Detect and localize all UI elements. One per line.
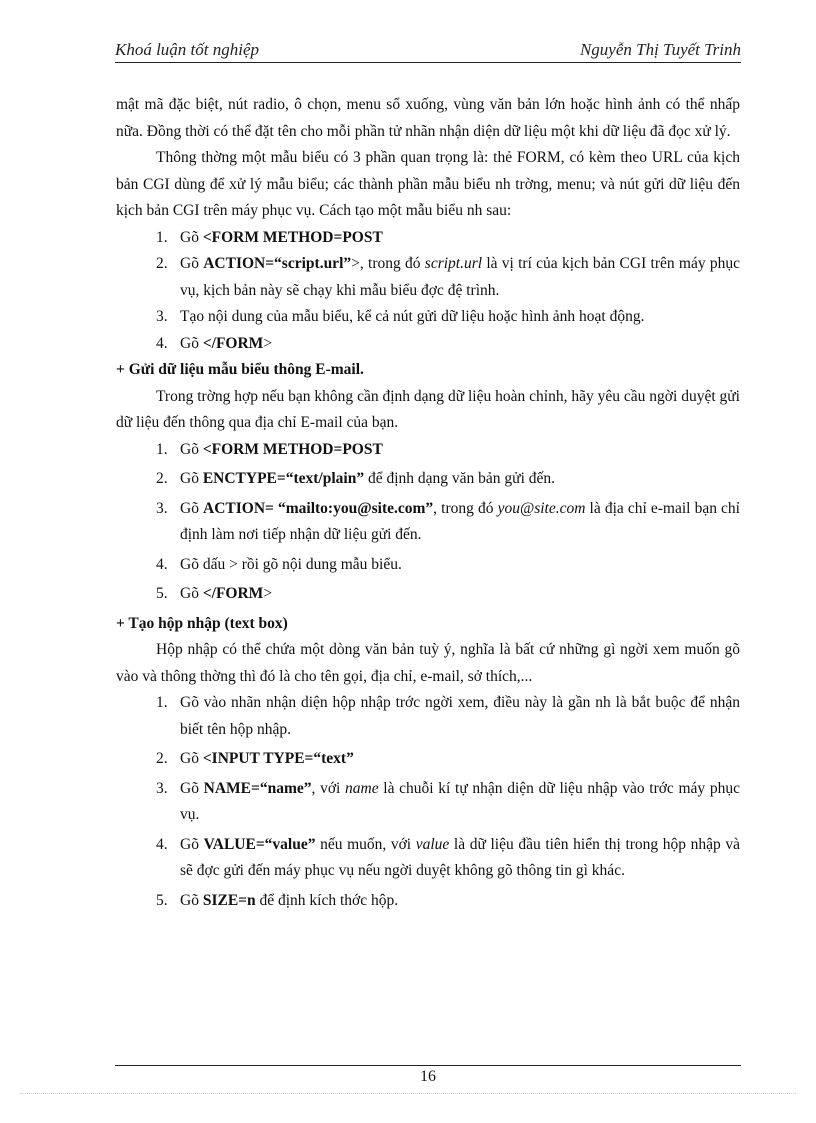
page-edge-dots [20, 1093, 796, 1094]
item-text: Gõ [180, 750, 203, 767]
list-item [116, 304, 740, 331]
list-number: 3. [156, 499, 168, 517]
item-text: , trong đó [433, 499, 498, 517]
item-code: ACTION= “mailto:you@site.com” [203, 499, 434, 517]
item-italic: value [415, 835, 450, 853]
list-item [116, 690, 740, 743]
section-heading: + Tạo hộp nhập (text box) [116, 614, 288, 632]
list-item [116, 466, 740, 493]
list-number: 1. [156, 228, 168, 246]
item-text: Gõ [180, 499, 204, 517]
list-item [116, 888, 740, 915]
item-text: > [263, 585, 273, 602]
item-code: ENCTYPE=“text/plain” [202, 470, 365, 487]
list-number: 3. [156, 779, 168, 797]
item-text: là chuỗi kí tự nhận diện dữ liệu nhập vào trớc máy phục vụ. [180, 779, 740, 823]
item-text: Gõ [180, 470, 203, 487]
steps-list-form [116, 225, 740, 358]
list-item [116, 251, 740, 304]
list-number: 5. [156, 585, 168, 602]
item-italic: name [345, 779, 379, 797]
item-text: là dữ liệu đầu tiên hiển thị trong hộp nhập và sẽ đợc gửi đến máy phục vụ nếu ngời duyệt không gõ thông tin gì khác. [180, 835, 740, 879]
header-author: Nguyễn Thị Tuyết Trinh [579, 40, 741, 59]
item-text: để định dạng văn bản gửi đến. [364, 470, 556, 487]
item-text: Gõ [180, 440, 203, 458]
item-text: Gõ [180, 228, 203, 246]
item-code: <FORM METHOD=POST [202, 440, 383, 458]
list-number: 3. [156, 308, 168, 325]
item-text: nếu muốn, với [315, 835, 416, 853]
list-number: 4. [156, 555, 168, 573]
list-number: 4. [156, 835, 168, 853]
item-text: Gõ [180, 779, 204, 797]
list-number: 4. [156, 334, 168, 352]
item-text: Gõ [180, 585, 203, 602]
item-code: ACTION=“script.url” [203, 255, 352, 272]
item-code: </FORM [202, 585, 264, 602]
item-code: SIZE=n [202, 891, 256, 909]
paragraph: Thông thờng một mẫu biểu có 3 phần quan trọng là: thẻ FORM, có kèm theo URL của kịch bản CGI dùng để xử lý mẫu biểu; các thành phần mẫu biểu nh trờng, menu; và nút gửi dữ liệu đến kịch bản CGI trên máy phục vụ. Cách tạo một mẫu biểu nh sau: [116, 149, 740, 219]
list-item [116, 746, 740, 773]
list-number: 5. [156, 891, 168, 909]
section-heading: + Gửi dữ liệu mẫu biểu thông E-mail. [116, 361, 364, 378]
page-header [115, 38, 741, 63]
list-item [116, 331, 740, 358]
item-code: VALUE=“value” [203, 835, 316, 853]
item-text: > [263, 334, 273, 352]
page-number: 16 [420, 1068, 436, 1085]
footer-rule [115, 1065, 741, 1066]
item-text: Gõ [180, 334, 203, 352]
item-text: Gõ dấu > rồi gõ nội dung mẫu biểu. [180, 555, 402, 573]
list-number: 1. [156, 694, 168, 711]
paragraph: Trong trờng hợp nếu bạn không cần định dạng dữ liệu hoàn chỉnh, hãy yêu cầu ngời duyệt gửi dữ liệu đến thông qua địa chỉ E-mail của bạn. [116, 387, 740, 431]
item-code: <INPUT TYPE=“text” [202, 750, 354, 767]
list-item [116, 776, 740, 829]
paragraph: Hộp nhập có thể chứa một dòng văn bản tuỳ ý, nghĩa là bất cứ những gì ngời xem muốn gõ vào và thông thờng thì đó là cho tên gọi, địa chỉ, e-mail, sở thích,... [116, 641, 740, 685]
item-code: </FORM [202, 334, 264, 352]
item-text: để định kích thớc hộp. [255, 891, 399, 909]
list-number: 2. [156, 470, 168, 487]
list-number: 2. [156, 255, 168, 272]
item-italic: script.url [424, 255, 483, 272]
item-text: Gõ [180, 835, 204, 853]
paragraph: mật mã đặc biệt, nút radio, ô chọn, menu sổ xuống, vùng văn bản lớn hoặc hình ảnh có thể nhấp nữa. Đồng thời có thể đặt tên cho mỗi phần tử nhãn nhận diện dữ liệu một khi dữ liệu đã đọc xử lý. [116, 96, 740, 140]
list-item [116, 552, 740, 579]
document-body [116, 92, 740, 917]
list-number: 2. [156, 750, 168, 767]
list-item [116, 225, 740, 252]
item-text: là địa chỉ e-mail bạn chỉ định làm nơi tiếp nhận dữ liệu gửi đến. [180, 499, 740, 543]
steps-list-email [116, 437, 740, 608]
list-number: 1. [156, 440, 168, 458]
item-text: Gõ [180, 255, 204, 272]
list-item [116, 581, 740, 608]
item-text: , với [311, 779, 346, 797]
item-text: Gõ [180, 891, 203, 909]
item-text: Gõ vào nhãn nhận diện hộp nhập trớc ngời xem, điều này là gần nh là bắt buộc để nhận biết tên hộp nhập. [180, 694, 740, 738]
list-item [116, 437, 740, 464]
item-text: Tạo nội dung của mẫu biểu, kể cả nút gửi dữ liệu hoặc hình ảnh hoạt động. [180, 308, 645, 325]
item-italic: you@site.com [497, 499, 586, 517]
list-item [116, 496, 740, 549]
item-text: là vị trí của kịch bản CGI trên máy phục vụ, kịch bản này sẽ chạy khi mẫu biểu đợc đệ trình. [180, 255, 740, 299]
item-code: NAME=“name” [203, 779, 312, 797]
steps-list-textbox [116, 690, 740, 914]
item-text: >, trong đó [351, 255, 425, 272]
header-title: Khoá luận tốt nghiệp [115, 40, 260, 59]
list-item [116, 832, 740, 885]
item-code: <FORM METHOD=POST [202, 228, 383, 246]
